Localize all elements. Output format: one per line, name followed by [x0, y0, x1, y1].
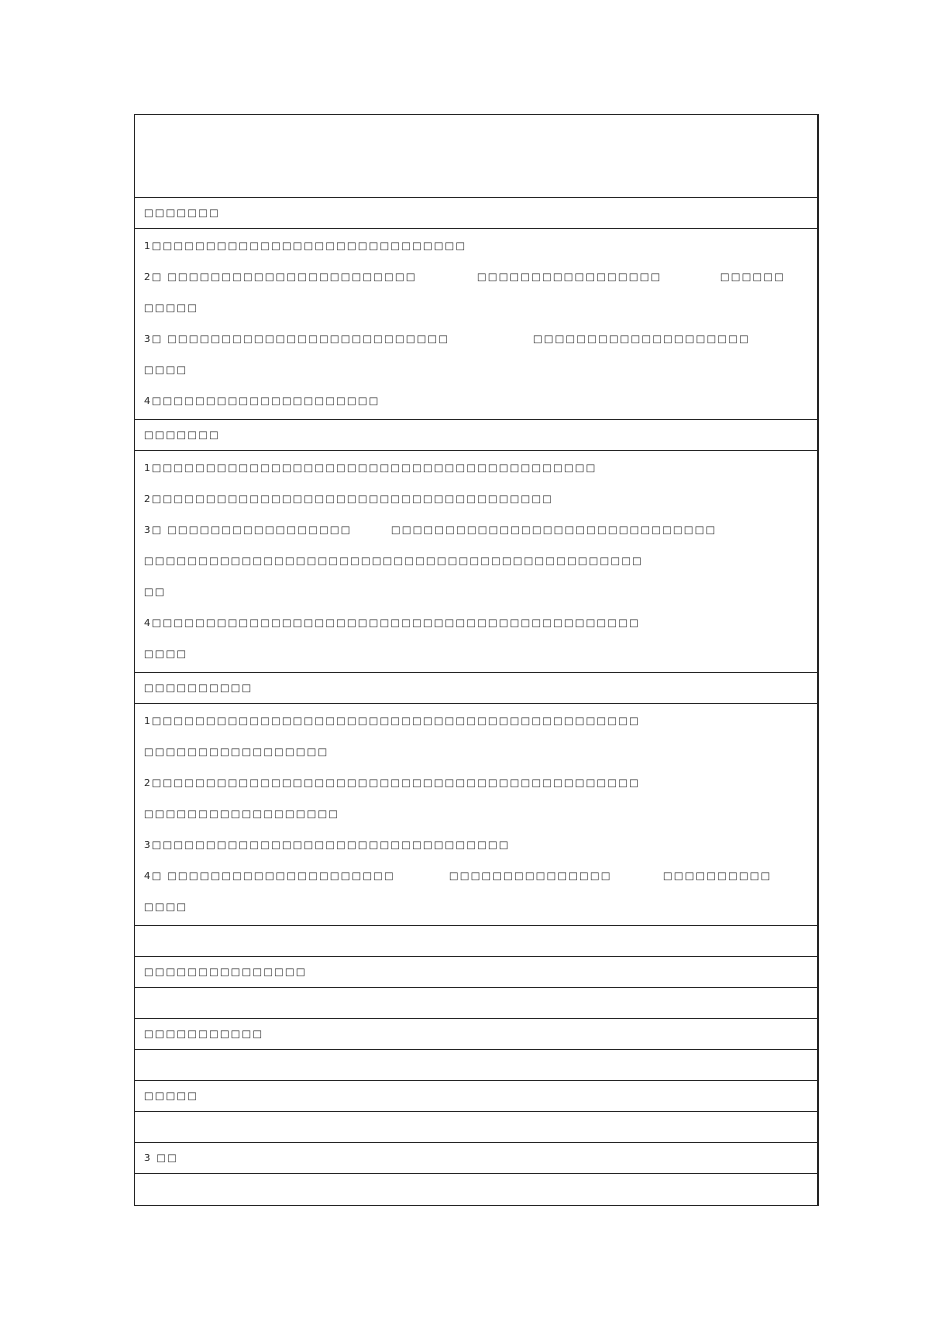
- section-3-heading: □□□□□□□□□□: [135, 673, 817, 704]
- text-segment: 1□□□□□□□□□□□□□□□□□□□□□□□□□□□□□□□□□□□□□□□□□: [144, 463, 597, 474]
- text-segment: □□□□: [144, 649, 188, 660]
- section-3-line-5: [144, 830, 817, 861]
- section-1-body: [135, 229, 817, 420]
- section-1-line-2: [144, 262, 817, 293]
- text-segment: □□□□□□□□□□□□□□□□□□□□□□□□□□□□□□: [391, 525, 717, 536]
- form-table: [134, 114, 819, 1206]
- section-2-line-2: [144, 484, 817, 515]
- text-segment: □□□□□□□□□□□□□□□: [449, 871, 612, 882]
- text-segment: □□□□: [144, 902, 188, 913]
- text-segment: □□□□□□□□□□□□□□□□□□□□: [533, 334, 750, 345]
- text-segment: □□□□: [144, 365, 188, 376]
- section-3-line-4: [144, 799, 817, 830]
- text-segment: 3□ □□□□□□□□□□□□□□□□□: [144, 525, 352, 536]
- text-segment: 4□ □□□□□□□□□□□□□□□□□□□□□: [144, 871, 396, 882]
- text-segment: □□□□□□□□□□□□□□□□□□□□□□□□□□□□□□□□□□□□□□□□□□□□□□: [144, 556, 644, 567]
- section-3-line-2: [144, 737, 817, 768]
- text-segment: □□□□□□□□□□□□□□□□□: [477, 272, 662, 283]
- text-segment: 1□□□□□□□□□□□□□□□□□□□□□□□□□□□□□: [144, 241, 467, 252]
- text-segment: □□: [144, 587, 166, 598]
- text-segment: □□□□□□□□□□□□□□□□□: [144, 747, 329, 758]
- section-1-line-3: [144, 293, 817, 324]
- blank-row: [135, 1050, 817, 1081]
- section-4-heading: □□□□□□□□□□□□□□□: [135, 957, 817, 988]
- text-segment: □□□□□: [144, 303, 199, 314]
- blank-row: [135, 1112, 817, 1143]
- text-segment: □□□□□□□□□□: [663, 871, 772, 882]
- section-2-line-5: [144, 577, 817, 608]
- section-2-body: [135, 451, 817, 673]
- blank-row: [135, 1174, 817, 1205]
- section-2-line-7: [144, 639, 817, 670]
- section-2-line-1: [144, 453, 817, 484]
- text-segment: 3□ □□□□□□□□□□□□□□□□□□□□□□□□□□: [144, 334, 450, 345]
- section-3-body: [135, 704, 817, 926]
- section-1-heading: □□□□□□□: [135, 198, 817, 229]
- text-segment: 1□□□□□□□□□□□□□□□□□□□□□□□□□□□□□□□□□□□□□□□□□□□□□: [144, 716, 640, 727]
- section-6-heading: □□□□□: [135, 1081, 817, 1112]
- section-1-line-6: [144, 386, 817, 417]
- text-segment: □□□□□□□□□□□□□□□□□□: [144, 809, 340, 820]
- section-3-line-1: [144, 706, 817, 737]
- section-2-heading: □□□□□□□: [135, 420, 817, 451]
- form-header: [135, 115, 817, 198]
- text-segment: 4□□□□□□□□□□□□□□□□□□□□□: [144, 396, 380, 407]
- section-1-line-1: [144, 231, 817, 262]
- section-1-line-4: [144, 324, 817, 355]
- section-3-line-3: [144, 768, 817, 799]
- section-3-line-7: [144, 892, 817, 923]
- text-segment: 2□ □□□□□□□□□□□□□□□□□□□□□□□: [144, 272, 417, 283]
- text-segment: 2□□□□□□□□□□□□□□□□□□□□□□□□□□□□□□□□□□□□□□□□□□□□□: [144, 778, 640, 789]
- blank-row: [135, 926, 817, 957]
- section-2-line-6: [144, 608, 817, 639]
- text-segment: 4□□□□□□□□□□□□□□□□□□□□□□□□□□□□□□□□□□□□□□□□□□□□□: [144, 618, 640, 629]
- text-segment: 3□□□□□□□□□□□□□□□□□□□□□□□□□□□□□□□□□: [144, 840, 510, 851]
- section-2-line-4: [144, 546, 817, 577]
- text-segment: 2□□□□□□□□□□□□□□□□□□□□□□□□□□□□□□□□□□□□□: [144, 494, 554, 505]
- section-5-heading: □□□□□□□□□□□: [135, 1019, 817, 1050]
- section-2-line-3: [144, 515, 817, 546]
- section-1-line-5: [144, 355, 817, 386]
- text-segment: □□□□□□: [720, 272, 786, 283]
- section-3-line-6: [144, 861, 817, 892]
- section-7-heading: 3 □□: [135, 1143, 817, 1174]
- blank-row: [135, 988, 817, 1019]
